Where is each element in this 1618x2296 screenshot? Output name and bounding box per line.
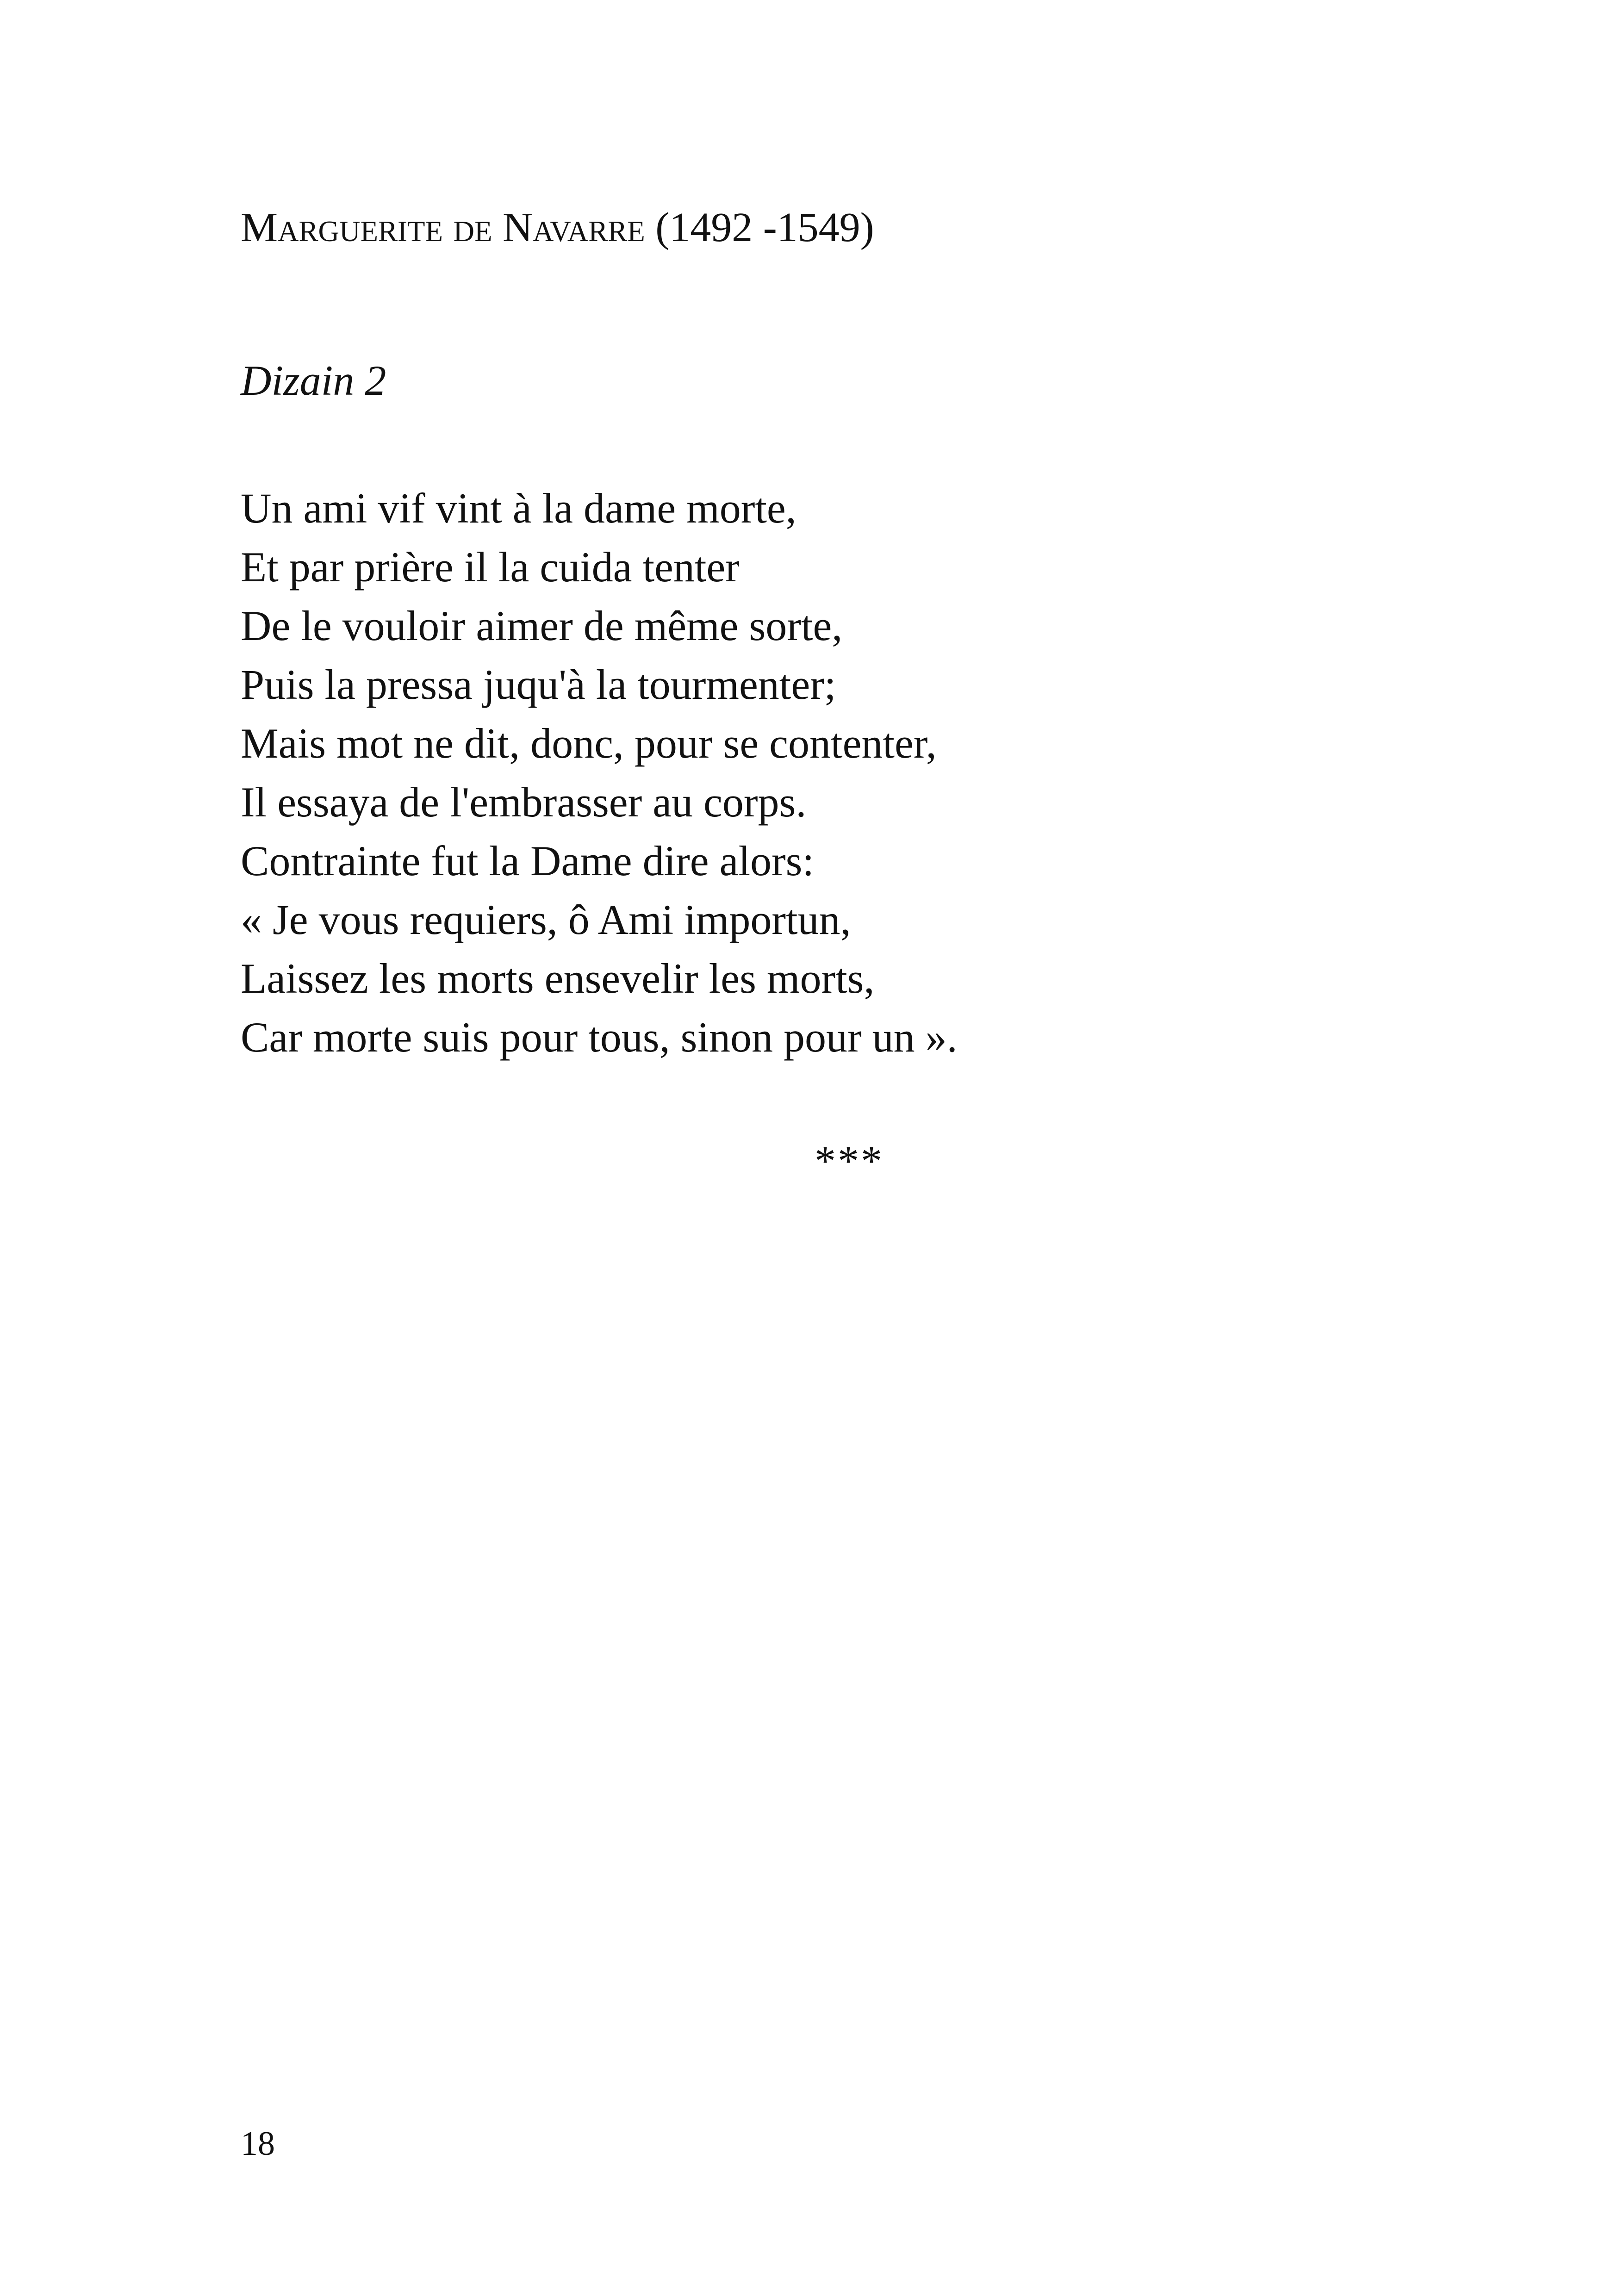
section-separator: *** bbox=[815, 1137, 884, 1184]
poem-line: « Je vous requiers, ô Ami importun, bbox=[241, 896, 851, 943]
poem-body bbox=[241, 479, 958, 1067]
author-heading bbox=[241, 200, 874, 255]
poem-line: Et par prière il la cuida tenter bbox=[241, 543, 740, 591]
poem-line: Mais mot ne dit, donc, pour se contenter, bbox=[241, 720, 937, 767]
poem-line: Il essaya de l'embrasser au corps. bbox=[241, 778, 807, 826]
author-name: Marguerite de Navarre bbox=[241, 205, 645, 250]
poem-line: Car morte suis pour tous, sinon pour un ». bbox=[241, 1014, 958, 1061]
page-number: 18 bbox=[241, 2125, 275, 2163]
poem-title: Dizain 2 bbox=[241, 357, 386, 404]
poem-line: Un ami vif vint à la dame morte, bbox=[241, 485, 797, 532]
poem-line: Contrainte fut la Dame dire alors: bbox=[241, 837, 815, 884]
author-dates: (1492 -1549) bbox=[645, 205, 874, 250]
poem-line: De le vouloir aimer de même sorte, bbox=[241, 602, 843, 649]
poem-line: Puis la pressa juqu'à la tourmenter; bbox=[241, 661, 836, 708]
poem-line: Laissez les morts ensevelir les morts, bbox=[241, 955, 875, 1002]
